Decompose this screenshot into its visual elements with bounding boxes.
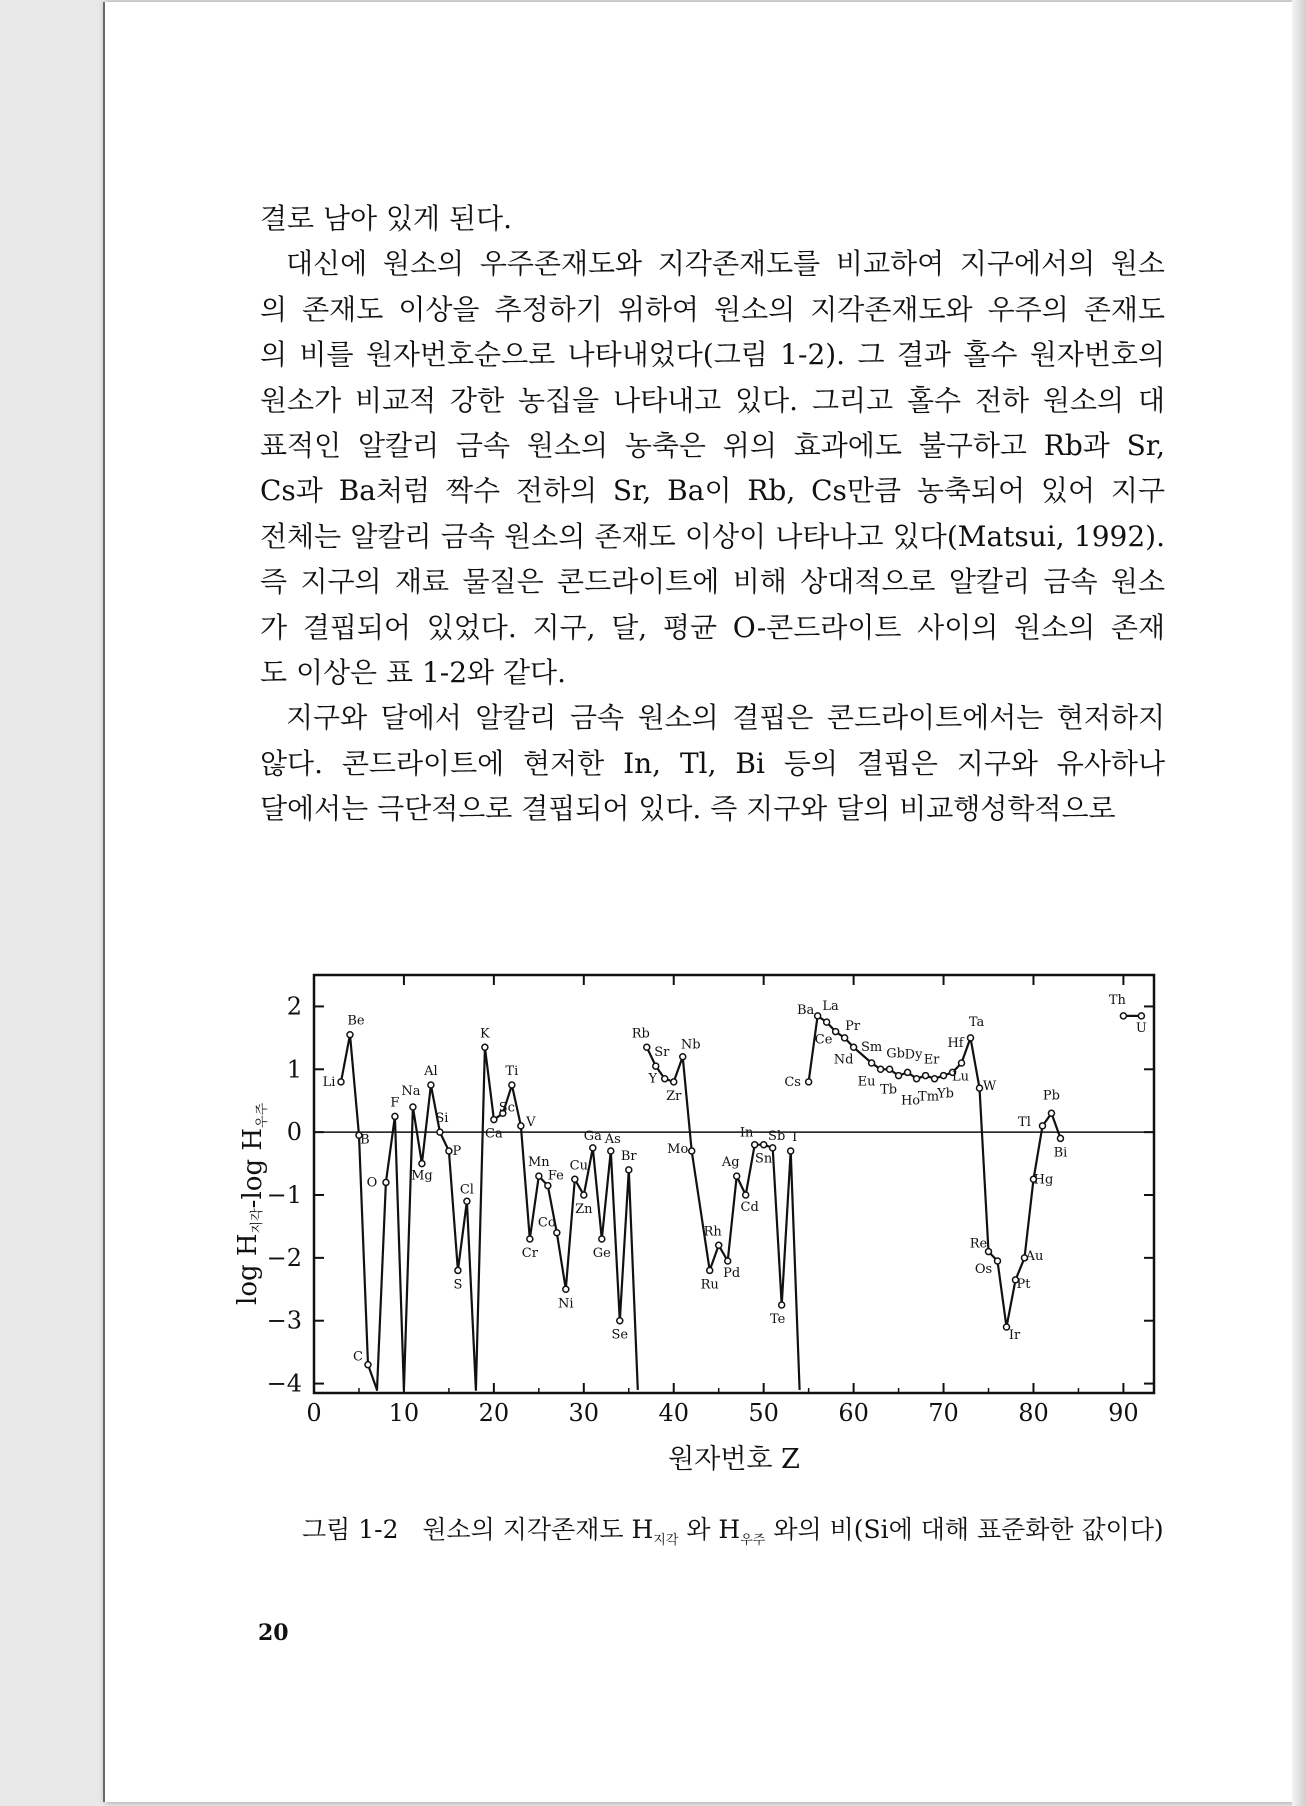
caption-label: 그림 1-2 [302, 1515, 399, 1544]
element-label: Ta [968, 1014, 985, 1030]
data-point [1048, 1110, 1054, 1116]
element-label: Na [401, 1084, 421, 1099]
data-point [563, 1286, 569, 1292]
data-point [581, 1192, 587, 1198]
text-line: 도 이상은 표 1-2와 같다. [260, 655, 566, 689]
text-line: 의 존재도 이상을 추정하기 위하여 원소의 지각존재도와 우주의 존재도 [260, 292, 1165, 326]
element-label: Er [923, 1052, 940, 1068]
element-label: Cu [569, 1158, 588, 1174]
element-label: Zn [575, 1202, 593, 1217]
element-label: Sc [498, 1100, 515, 1116]
data-point [626, 1167, 632, 1173]
element-label: C [352, 1349, 363, 1365]
data-point [905, 1069, 911, 1075]
element-label: Eu [857, 1074, 876, 1090]
element-label: Mo [667, 1142, 689, 1157]
y-tick-label: 2 [286, 992, 302, 1021]
data-point [761, 1142, 767, 1148]
element-label: Dy [904, 1047, 923, 1063]
element-label: O [366, 1175, 378, 1191]
data-point [779, 1302, 785, 1308]
element-label: Pb [1042, 1088, 1061, 1104]
element-label: Pt [1016, 1276, 1031, 1292]
x-axis-label: 원자번호 Z [668, 1444, 800, 1475]
caption-sub-2: 우주 [740, 1533, 766, 1548]
element-label: P [452, 1144, 462, 1159]
y-axis-label-part: log H [233, 1233, 263, 1305]
text-line: 대신에 원소의 우주존재도와 지각존재도를 비교하여 지구에서의 원소 [286, 247, 1165, 281]
data-point [1138, 1013, 1144, 1019]
data-point [725, 1258, 731, 1264]
data-point [734, 1173, 740, 1179]
element-label: Bi [1053, 1145, 1068, 1161]
x-tick-label: 80 [1018, 1399, 1049, 1427]
y-tick-label: −1 [266, 1181, 302, 1209]
element-label: Sn [755, 1151, 773, 1167]
x-tick-label: 60 [838, 1399, 869, 1427]
data-point [788, 1148, 794, 1154]
data-point [617, 1318, 623, 1324]
data-point [392, 1113, 398, 1119]
data-point [653, 1063, 659, 1069]
element-label: Mn [527, 1155, 550, 1171]
element-label: Th [1108, 992, 1126, 1008]
x-tick-label: 0 [306, 1399, 322, 1427]
element-label: Ga [583, 1128, 602, 1144]
element-label: As [604, 1132, 621, 1147]
element-label: K [480, 1026, 490, 1042]
element-label: Fe [547, 1168, 564, 1184]
data-point [995, 1258, 1001, 1264]
element-label: Co [537, 1215, 556, 1231]
x-tick-label: 20 [478, 1399, 510, 1427]
plot-frame [314, 975, 1154, 1393]
element-label: Cs [784, 1074, 801, 1090]
element-label: Zr [666, 1088, 682, 1104]
y-tick-label: −2 [266, 1243, 302, 1272]
element-label: Tm [918, 1089, 940, 1105]
element-label: Ni [558, 1296, 574, 1312]
x-tick-label: 30 [568, 1399, 600, 1427]
element-label: S [453, 1277, 463, 1293]
element-label: Ce [814, 1032, 833, 1048]
y-axis-label-part: 우주 [255, 1102, 270, 1128]
data-point [446, 1148, 452, 1154]
data-point [770, 1145, 776, 1151]
text-line: 지구와 달에서 알칼리 금속 원소의 결핍은 콘드라이트에서는 현저하지 [286, 701, 1165, 735]
text-line: 달에서는 극단적으로 결핍되어 있다. 즉 지구와 달의 비교행성학적으로 [260, 792, 1116, 826]
data-point [1120, 1013, 1126, 1019]
data-point [464, 1198, 470, 1204]
element-label: W [982, 1079, 997, 1095]
element-label: I [792, 1130, 798, 1145]
data-point [1039, 1123, 1045, 1129]
element-label: La [822, 999, 839, 1015]
element-label: Sr [654, 1045, 670, 1061]
data-point [599, 1236, 605, 1242]
y-axis-label [233, 1102, 270, 1305]
data-point [932, 1076, 938, 1082]
data-point [689, 1148, 695, 1154]
element-label: U [1135, 1020, 1147, 1036]
element-label: Rh [703, 1224, 722, 1240]
data-point [491, 1117, 497, 1123]
element-label: Cd [740, 1200, 759, 1215]
text-line: 가 결핍되어 있었다. 지구, 달, 평균 O-콘드라이트 사이의 원소의 존재 [260, 610, 1165, 644]
data-point [671, 1079, 677, 1085]
element-label: Ca [485, 1126, 503, 1142]
element-label: Se [611, 1327, 629, 1343]
element-label: Pr [845, 1018, 861, 1034]
element-label: Ti [505, 1064, 519, 1079]
element-label: Ag [721, 1155, 740, 1171]
element-label: Au [1025, 1248, 1044, 1264]
data-point [842, 1035, 848, 1041]
element-label: Nb [680, 1037, 701, 1053]
y-tick-label: 0 [286, 1118, 302, 1147]
element-label: Si [435, 1111, 449, 1127]
element-label: Ho [900, 1093, 921, 1109]
caption-text-3: 와의 비(Si에 대해 표준화한 값이다) [765, 1515, 1164, 1544]
text-line: 즉 지구의 재료 물질은 콘드라이트에 비해 상대적으로 알칼리 금속 원소 [260, 565, 1165, 599]
data-point [815, 1013, 821, 1019]
element-label: V [526, 1114, 536, 1130]
element-label: Sm [860, 1040, 883, 1055]
element-label: Yb [937, 1086, 954, 1102]
data-point [419, 1161, 425, 1167]
caption-text-2: 와 H [678, 1515, 741, 1544]
element-label: Cl [459, 1182, 474, 1198]
data-point [806, 1079, 812, 1085]
element-label: Nd [833, 1052, 854, 1068]
data-point [509, 1082, 515, 1088]
element-label: Re [969, 1236, 988, 1252]
element-label: Gb [886, 1046, 905, 1062]
data-point [743, 1192, 749, 1198]
data-point [716, 1242, 722, 1248]
element-label: Te [769, 1312, 786, 1327]
page-number: 20 [258, 1620, 289, 1646]
data-point [410, 1104, 416, 1110]
element-label: Y [648, 1071, 658, 1087]
element-label: In [739, 1125, 754, 1141]
data-point [338, 1079, 344, 1085]
data-point [1057, 1135, 1063, 1141]
y-axis-label-part: 지각 [250, 1208, 265, 1234]
data-point [383, 1179, 389, 1185]
element-label: Ge [592, 1246, 611, 1261]
data-point [896, 1073, 902, 1079]
y-axis-label-part: -log H [238, 1127, 268, 1209]
data-point [680, 1054, 686, 1060]
element-label: Mg [411, 1168, 433, 1184]
element-label: B [360, 1132, 370, 1148]
data-point [869, 1060, 875, 1066]
text-line: 전체는 알칼리 금속 원소의 존재도 이상이 나타나고 있다(Matsui, 1992). [260, 519, 1165, 553]
element-label: Sb [768, 1128, 786, 1144]
data-point [968, 1035, 974, 1041]
x-tick-label: 10 [388, 1399, 420, 1427]
x-tick-label: 40 [658, 1399, 690, 1427]
data-point [608, 1148, 614, 1154]
text-line: Cs과 Ba처럼 짝수 전하의 Sr, Ba이 Rb, Cs만큼 농축되어 있어 지구 [260, 474, 1165, 508]
x-tick-label: 70 [928, 1399, 959, 1427]
element-label: Tl [1018, 1114, 1031, 1130]
element-label: F [390, 1095, 400, 1111]
element-label: Al [424, 1064, 438, 1079]
data-point [914, 1076, 920, 1082]
caption-text-1: 원소의 지각존재도 H [422, 1515, 654, 1544]
x-tick-label: 90 [1108, 1399, 1139, 1427]
element-label: Os [974, 1262, 993, 1277]
element-label: Rb [631, 1026, 650, 1042]
data-series-line [341, 1035, 638, 1390]
data-point [878, 1066, 884, 1072]
data-point [437, 1129, 443, 1135]
data-point [923, 1073, 929, 1079]
text-line: 의 비를 원자번호순으로 나타내었다(그림 1-2). 그 결과 홀수 원자번호의 [260, 338, 1165, 372]
y-tick-label: −4 [266, 1369, 302, 1398]
element-label: Ru [700, 1277, 719, 1293]
data-point [428, 1082, 434, 1088]
y-tick-label: 1 [286, 1055, 302, 1084]
x-tick-label: 50 [748, 1399, 779, 1427]
data-point [707, 1267, 713, 1273]
element-label: Hf [947, 1036, 964, 1051]
element-label: Hg [1033, 1172, 1054, 1188]
element-label: Lu [952, 1069, 970, 1085]
text-line: 결로 남아 있게 된다. [260, 202, 512, 235]
data-point [518, 1123, 524, 1129]
data-point [482, 1044, 488, 1050]
data-point [833, 1029, 839, 1035]
element-label: Ba [796, 1002, 815, 1018]
data-point [941, 1073, 947, 1079]
data-point [851, 1044, 857, 1050]
text-line: 원소가 비교적 강한 농집을 나타내고 있다. 그리고 홀수 전하 원소의 대 [260, 383, 1165, 417]
data-point [959, 1060, 965, 1066]
data-point [536, 1173, 542, 1179]
data-point [644, 1044, 650, 1050]
element-label: Tb [880, 1082, 898, 1098]
data-point [572, 1176, 578, 1182]
caption-sub-1: 지각 [653, 1533, 679, 1548]
element-label: Ir [1008, 1328, 1021, 1343]
data-point [347, 1032, 353, 1038]
data-point [752, 1142, 758, 1148]
data-point [455, 1267, 461, 1273]
data-point [365, 1362, 371, 1368]
data-point [824, 1019, 830, 1025]
data-point [662, 1076, 668, 1082]
text-line: 표적인 알칼리 금속 원소의 농축은 위의 효과에도 불구하고 Rb과 Sr, [260, 428, 1165, 462]
y-tick-label: −3 [266, 1306, 302, 1335]
element-label: Li [322, 1074, 336, 1090]
element-label: Cr [521, 1246, 538, 1261]
data-point [590, 1145, 596, 1151]
figure-caption [302, 1510, 1164, 1548]
data-point [887, 1066, 893, 1072]
element-label: Br [620, 1148, 637, 1164]
text-line: 않다. 콘드라이트에 현저한 In, Tl, Bi 등의 결핍은 지구와 유사하나 [260, 746, 1165, 780]
element-label: Pd [723, 1266, 741, 1281]
data-point [527, 1236, 533, 1242]
element-label: Be [347, 1013, 365, 1029]
data-point [977, 1085, 983, 1091]
